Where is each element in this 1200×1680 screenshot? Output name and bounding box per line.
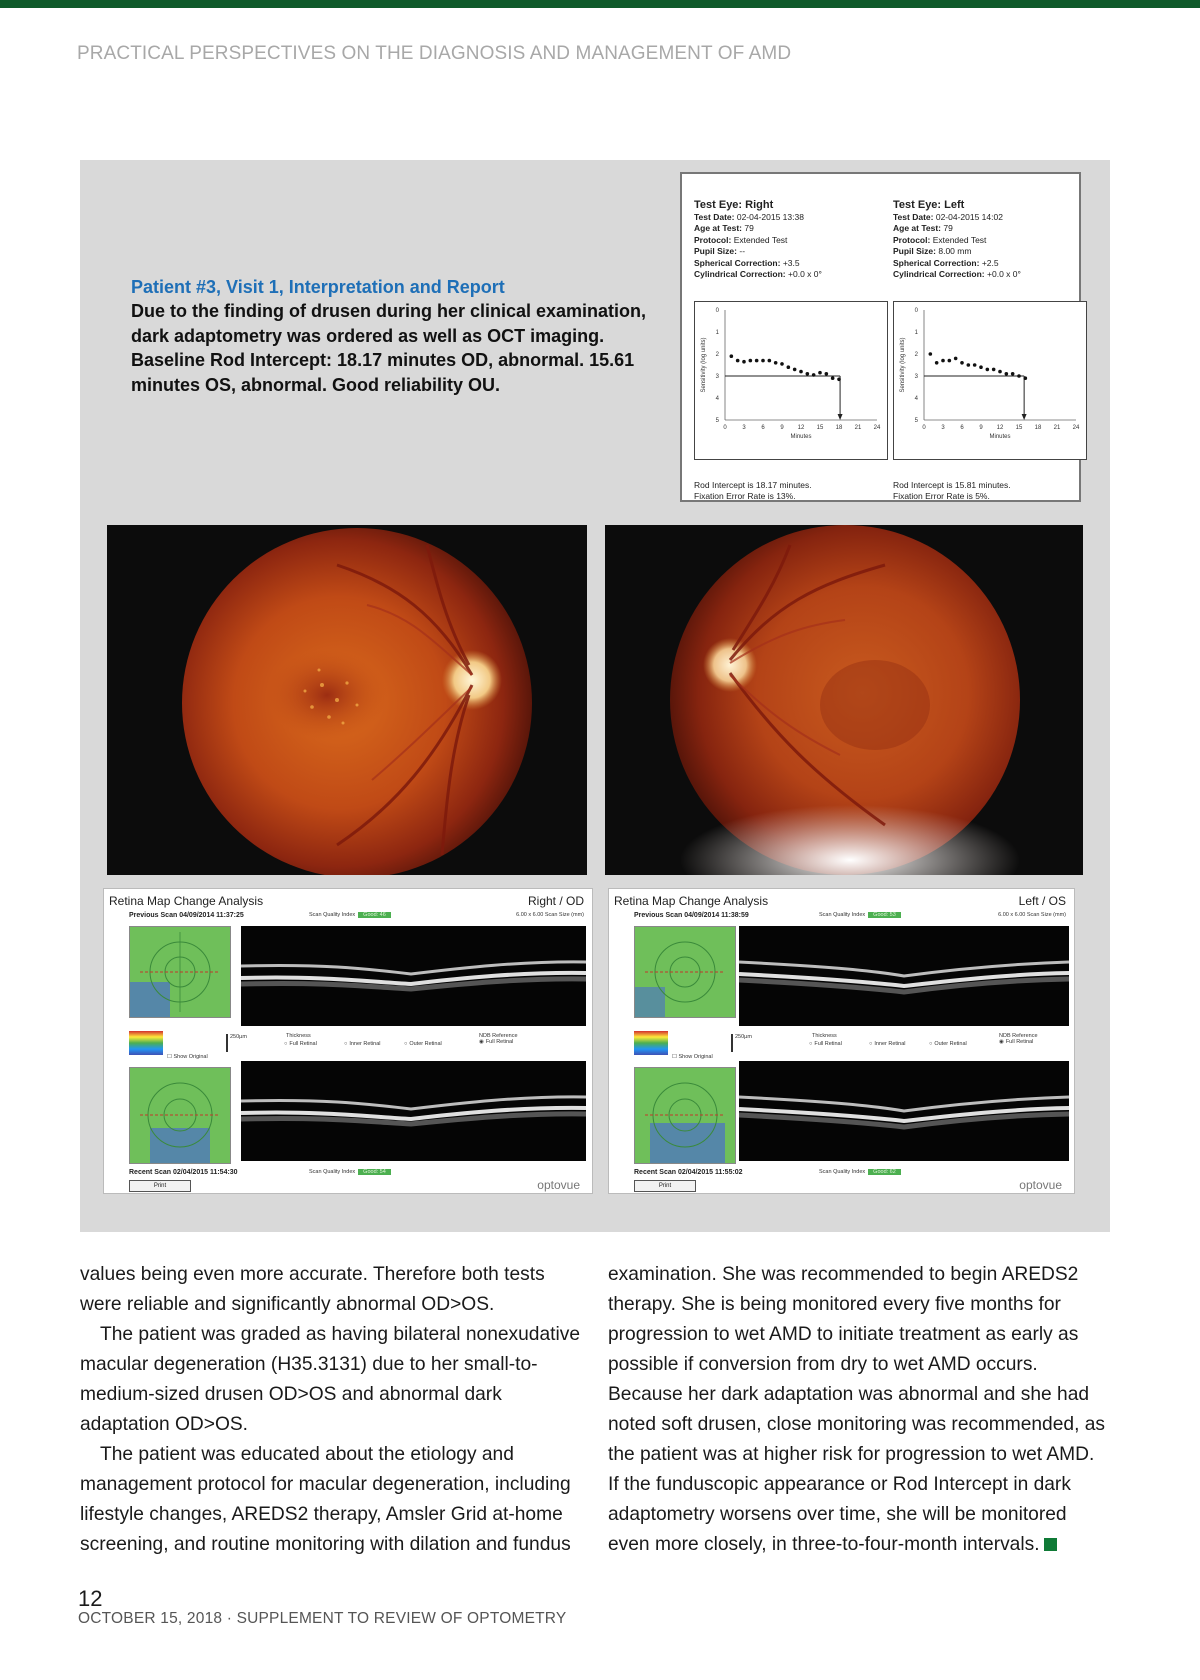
inner-retinal-label: Inner Retinal (349, 1041, 381, 1047)
print-button[interactable]: Print (129, 1180, 191, 1192)
scan-size: 6.00 x 6.00 Scan Size (mm) (516, 912, 584, 918)
y-tick-label: 1 (914, 330, 918, 336)
pupil-size: 8.00 mm (938, 246, 972, 256)
oct-title: Retina Map Change Analysis (109, 894, 264, 908)
label: Test Date: (893, 211, 934, 222)
data-point (806, 372, 810, 376)
sqi-value: Good: 62 (868, 1169, 901, 1175)
y-axis-label: Sensitivity (log units) (701, 337, 707, 393)
y-tick-label: 0 (715, 308, 719, 314)
data-point (755, 359, 759, 363)
spherical-correction: +2.5 (981, 257, 999, 268)
print-button[interactable]: Print (634, 1180, 696, 1192)
data-point (799, 370, 803, 374)
radio-inner-retinal[interactable]: ○ Inner Retinal (869, 1041, 906, 1047)
data-point (730, 354, 734, 358)
pupil-size: -- (739, 246, 746, 256)
x-tick-label: 24 (1072, 425, 1080, 431)
data-point (967, 363, 971, 367)
scale-label: 250µm (230, 1034, 247, 1040)
oct-bscan-recent (739, 1061, 1069, 1161)
page-number: 12 (78, 1586, 103, 1611)
scan-quality-prev (819, 912, 901, 918)
x-tick-label: 12 (996, 425, 1004, 431)
y-tick-label: 2 (914, 352, 918, 358)
label: Test Date: (694, 211, 735, 222)
cylindrical-correction: +0.0 x 0° (788, 269, 822, 279)
label: Spherical Correction: (694, 257, 781, 268)
paragraph (608, 1260, 1108, 1560)
scan-quality-recent (819, 1169, 901, 1175)
y-tick-label: 1 (715, 330, 719, 336)
spherical-correction: +3.5 (782, 257, 800, 268)
rod-intercept-right (694, 480, 812, 502)
scan-quality-recent (309, 1169, 391, 1175)
thickness-label: Thickness (286, 1033, 311, 1039)
x-tick-label: 18 (835, 425, 843, 431)
dark-adaptation-plot-right (694, 301, 888, 460)
label: Age at Test: (694, 223, 743, 233)
protocol: Extended Test (932, 234, 987, 245)
fixation-error-text: Fixation Error Rate is 5%. (893, 491, 990, 501)
rod-intercept-arrow (838, 414, 843, 420)
data-point (793, 368, 797, 372)
paragraph: The patient was graded as having bilateral nonexudative macular degeneration (H35.3131) due to her small-to-medium-sized drusen OD>OS and abnormal dark adaptation OD>OS. (80, 1324, 581, 1435)
x-tick-label: 6 (761, 425, 765, 431)
scan-quality-prev (309, 912, 391, 918)
data-point (948, 359, 952, 363)
data-point (761, 359, 765, 363)
age: 79 (744, 223, 754, 233)
recent-scan-label: Recent Scan 02/04/2015 11:54:30 (129, 1169, 238, 1176)
footer: OCTOBER 15, 2018 · SUPPLEMENT TO REVIEW OF OPTOMETRY (78, 1610, 567, 1627)
body-column-right (608, 1260, 1108, 1560)
y-tick-label: 3 (715, 374, 719, 380)
radio-full-retinal[interactable]: ○ Full Retinal (284, 1041, 317, 1047)
y-tick-label: 5 (914, 418, 918, 424)
x-tick-label: 9 (780, 425, 784, 431)
oct-eye-label: Left / OS (1018, 894, 1066, 908)
retina-map-graphic (130, 927, 230, 1017)
body-column-left (80, 1260, 580, 1560)
x-tick-label: 21 (1053, 425, 1061, 431)
data-point (787, 365, 791, 369)
data-point (960, 361, 964, 365)
x-tick-label: 15 (1015, 425, 1023, 431)
sqi-value: Good: 53 (868, 912, 901, 918)
show-original-checkbox[interactable]: ☐ Show Original (167, 1054, 208, 1060)
x-axis-label: Minutes (790, 434, 812, 440)
data-point (954, 357, 958, 361)
full-retinal-label: Full Retinal (289, 1041, 317, 1047)
x-tick-label: 3 (941, 425, 945, 431)
ndb-reference: NDB Reference ◉ Full Retinal (479, 1033, 518, 1045)
label: Protocol: (694, 234, 732, 245)
right-eye-info (694, 200, 822, 281)
oct-panel-right (103, 888, 593, 1194)
data-point (973, 363, 977, 367)
data-point (986, 368, 990, 372)
x-tick-label: 9 (979, 425, 983, 431)
x-tick-label: 15 (816, 425, 824, 431)
paragraph: values being even more accurate. Therefore both tests were reliable and significantly abnormal OD>OS. (80, 1264, 545, 1315)
data-point (1017, 374, 1021, 378)
retina-map-recent (129, 1067, 231, 1164)
ndb-reference: NDB Reference ◉ Full Retinal (999, 1033, 1038, 1045)
dark-adaptometry-report (680, 172, 1081, 502)
fixation-error-text: Fixation Error Rate is 13%. (694, 491, 796, 501)
protocol: Extended Test (733, 234, 788, 245)
data-point (929, 352, 933, 356)
sqi-label: Scan Quality Index (309, 912, 356, 918)
radio-outer-retinal[interactable]: ○ Outer Retinal (404, 1041, 442, 1047)
fundus-photo-right (107, 525, 587, 875)
recent-scan-label: Recent Scan 02/04/2015 11:55:02 (634, 1169, 743, 1176)
test-eye-left: Test Eye: Left (893, 199, 965, 211)
retina-map-recent (634, 1067, 736, 1164)
rod-intercept-text: Rod Intercept is 15.81 minutes. (893, 480, 1011, 490)
optovue-logo: optovue (1019, 1178, 1062, 1192)
oct-eye-label: Right / OD (527, 894, 584, 908)
oct-title: Retina Map Change Analysis (614, 894, 769, 908)
y-tick-label: 4 (715, 396, 719, 402)
label: Cylindrical Correction: (694, 269, 786, 279)
sqi-value: Good: 54 (358, 1169, 391, 1175)
retina-map-previous (129, 926, 231, 1018)
x-tick-label: 24 (873, 425, 881, 431)
show-original-checkbox[interactable]: ☐ Show Original (672, 1054, 713, 1060)
optovue-logo: optovue (537, 1178, 580, 1192)
data-point (998, 370, 1002, 374)
retina-map-graphic (130, 1068, 230, 1163)
x-tick-label: 12 (797, 425, 805, 431)
y-tick-label: 4 (914, 396, 918, 402)
test-eye-right: Test Eye: Right (694, 199, 774, 211)
fundus-image-right (107, 525, 587, 875)
ndb-label: NDB Reference (479, 1033, 518, 1039)
scale-bar (731, 1034, 752, 1052)
retina-map-graphic (635, 927, 735, 1017)
data-point (992, 368, 996, 372)
radio-inner-retinal[interactable]: ○ Inner Retinal (344, 1041, 381, 1047)
data-point (780, 362, 784, 366)
radio-outer-retinal[interactable]: ○ Outer Retinal (929, 1041, 967, 1047)
test-date: 02-04-2015 14:02 (935, 211, 1003, 222)
bscan-graphic (739, 1061, 1069, 1161)
oct-bscan-recent (241, 1061, 586, 1161)
data-point (935, 361, 939, 365)
show-original-label: Show Original (173, 1054, 208, 1060)
data-point (749, 359, 753, 363)
label: Age at Test: (893, 223, 942, 233)
plot-svg-right (695, 302, 887, 459)
dark-adaptation-plot-left (893, 301, 1087, 460)
data-point (812, 373, 816, 377)
label: Pupil Size: (893, 246, 936, 256)
scan-size: 6.00 x 6.00 Scan Size (mm) (998, 912, 1066, 918)
bscan-graphic (739, 926, 1069, 1026)
outer-retinal-label: Outer Retinal (934, 1041, 967, 1047)
y-tick-label: 3 (914, 374, 918, 380)
data-point (941, 359, 945, 363)
data-point (1024, 376, 1028, 380)
oct-panel-left (608, 888, 1075, 1194)
paragraph-text: examination. She was recommended to begin AREDS2 therapy. She is being monitored every five months for progression to wet AMD to initiate treatment as early as possible if conversion from dry to wet AMD occurs. Because her dark adaptation was abnormal and she had noted soft drusen, close monitoring was recommended, as the patient was at higher risk for progression to wet AMD. If the funduscopic appearance or Rod Intercept in dark adaptometry worsens over time, she will be monitored even more closely, in three-to-four-month intervals. (608, 1264, 1106, 1555)
data-point (979, 365, 983, 369)
oct-bscan-previous (739, 926, 1069, 1026)
data-point (1005, 372, 1009, 376)
inner-retinal-label: Inner Retinal (874, 1041, 906, 1047)
x-axis-label: Minutes (989, 434, 1011, 440)
label: Pupil Size: (694, 246, 737, 256)
x-tick-label: 18 (1034, 425, 1042, 431)
outer-retinal-label: Outer Retinal (409, 1041, 442, 1047)
cylindrical-correction: +0.0 x 0° (987, 269, 1021, 279)
oct-bscan-previous (241, 926, 586, 1026)
y-tick-label: 0 (914, 308, 918, 314)
x-tick-label: 6 (960, 425, 964, 431)
thickness-options (286, 1033, 311, 1039)
label: Cylindrical Correction: (893, 269, 985, 279)
data-point (768, 359, 772, 363)
thickness-color-legend (634, 1031, 668, 1055)
data-point (831, 376, 835, 380)
y-tick-label: 5 (715, 418, 719, 424)
ndb-label: NDB Reference (999, 1033, 1038, 1039)
running-head: PRACTICAL PERSPECTIVES ON THE DIAGNOSIS AND MANAGEMENT OF AMD (77, 43, 792, 64)
previous-scan-label: Previous Scan 04/09/2014 11:38:59 (634, 912, 749, 919)
x-tick-label: 0 (922, 425, 926, 431)
scale-bar (226, 1034, 247, 1052)
label: Spherical Correction: (893, 257, 980, 268)
fundus-photo-left (605, 525, 1083, 875)
rod-intercept-text: Rod Intercept is 18.17 minutes. (694, 480, 812, 490)
left-eye-info (893, 200, 1021, 281)
y-axis-label: Sensitivity (log units) (900, 337, 906, 393)
sqi-label: Scan Quality Index (819, 912, 866, 918)
bscan-graphic (241, 1061, 586, 1161)
data-point (818, 371, 822, 375)
thickness-label: Thickness (812, 1033, 837, 1039)
show-original-label: Show Original (678, 1054, 713, 1060)
caption-title: Patient #3, Visit 1, Interpretation and Report (131, 277, 505, 297)
caption-body: Due to the finding of drusen during her clinical examination, dark adaptometry was ordered as well as OCT imaging. Baseline Rod Intercept: 18.17 minutes OD, abnormal. 15.61 minutes OS, abnormal. Good reliability OU. (131, 301, 647, 395)
thickness-options (812, 1033, 837, 1039)
sqi-label: Scan Quality Index (309, 1169, 356, 1175)
sqi-label: Scan Quality Index (819, 1169, 866, 1175)
figure-caption (131, 275, 651, 397)
data-point (742, 360, 746, 364)
retina-map-previous (634, 926, 736, 1018)
x-tick-label: 3 (742, 425, 746, 431)
label: Protocol: (893, 234, 931, 245)
bscan-graphic (241, 926, 586, 1026)
plot-svg-left (894, 302, 1086, 459)
test-date: 02-04-2015 13:38 (736, 211, 804, 222)
top-accent-bar (0, 0, 1200, 8)
full-retinal-label: Full Retinal (814, 1041, 842, 1047)
radio-full-retinal[interactable]: ○ Full Retinal (809, 1041, 842, 1047)
x-tick-label: 0 (723, 425, 727, 431)
ndb-full-retinal[interactable]: Full Retinal (485, 1039, 514, 1045)
previous-scan-label: Previous Scan 04/09/2014 11:37:25 (129, 912, 244, 919)
scale-label: 250µm (735, 1034, 752, 1040)
age: 79 (943, 223, 953, 233)
rod-intercept-arrow (1022, 414, 1027, 420)
thickness-color-legend (129, 1031, 163, 1055)
paragraph: The patient was educated about the etiology and management protocol for macular degeneration, including lifestyle changes, AREDS2 therapy, Amsler Grid at-home screening, and routine monitoring with dilation and fundus (80, 1444, 571, 1555)
end-of-article-mark (1044, 1538, 1057, 1551)
data-point (1011, 372, 1015, 376)
sqi-value: Good: 46 (358, 912, 391, 918)
data-point (774, 361, 778, 365)
data-point (736, 359, 740, 363)
rod-intercept-left (893, 480, 1011, 502)
x-tick-label: 21 (854, 425, 862, 431)
retina-map-graphic (635, 1068, 735, 1163)
fundus-image-left (605, 525, 1083, 875)
data-point (825, 372, 829, 376)
data-point (837, 378, 841, 382)
ndb-full-retinal[interactable]: Full Retinal (1005, 1039, 1034, 1045)
y-tick-label: 2 (715, 352, 719, 358)
